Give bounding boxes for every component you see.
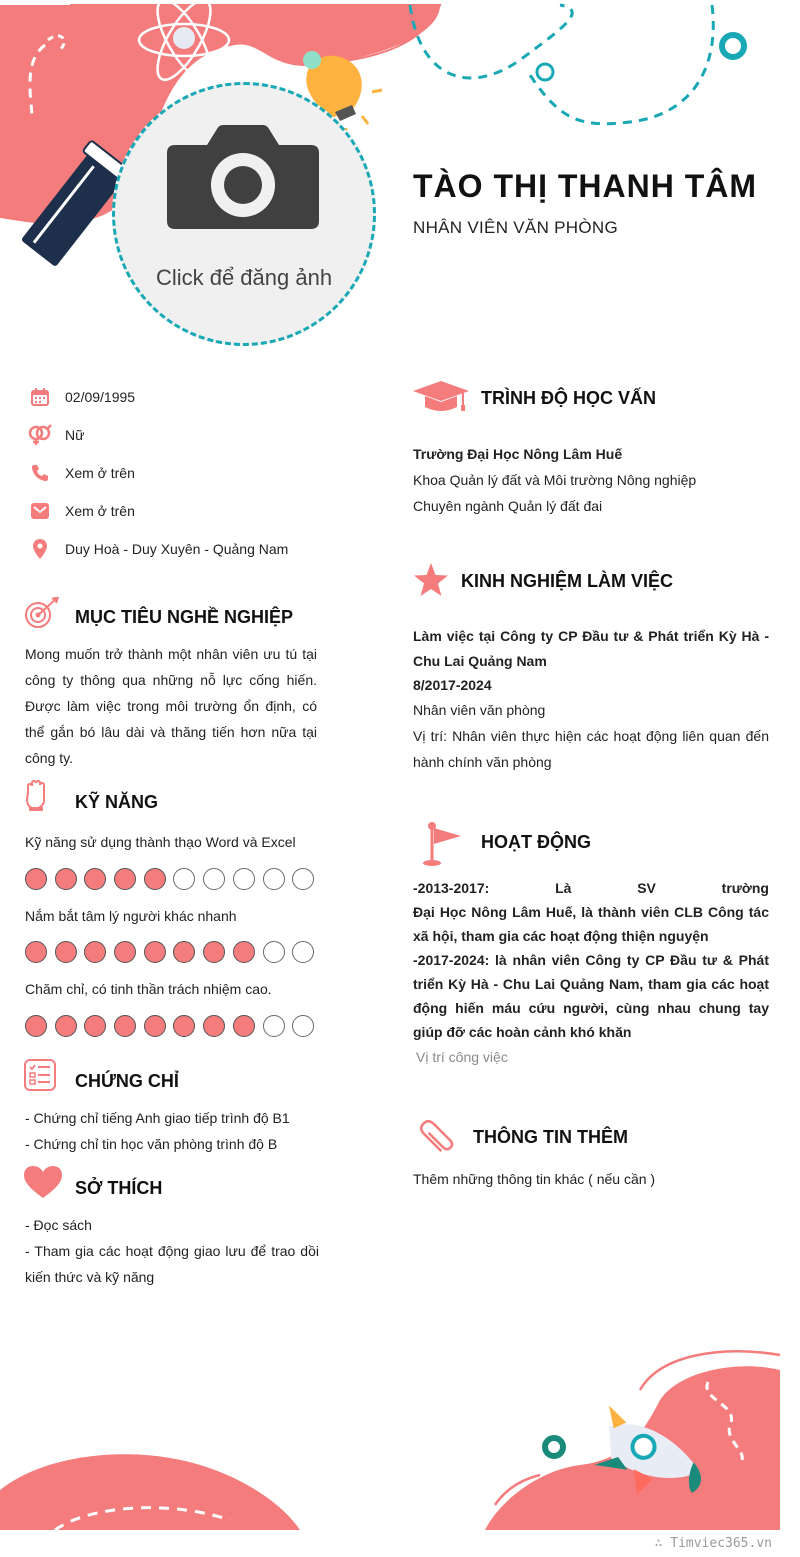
experience-position: Nhân viên văn phòng [413,701,546,718]
rating-dot-empty [292,1015,314,1037]
certificate-item: - Chứng chỉ tin học văn phòng trình độ B [25,1136,278,1152]
education-school: Trường Đại Học Nông Lâm Huế [413,446,623,462]
skill-rating [25,868,322,890]
rating-dot-filled [144,941,166,963]
activity-item: Đại Học Nông Lâm Huế, là thành viên CLB Công tác xã hội, tham gia các hoạt động thiện nguyện [413,904,769,944]
rating-dot-empty [233,868,255,890]
rating-dot-filled [25,941,47,963]
rating-dot-filled [114,868,136,890]
calendar-icon [28,385,52,409]
rating-dot-filled [55,941,77,963]
skill-label: Chăm chỉ, có tinh thần trách nhiệm cao. [25,981,272,997]
experience-details [413,624,769,775]
rating-dot-filled [114,1015,136,1037]
rating-dot-filled [144,1015,166,1037]
rating-dot-empty [263,941,285,963]
activities-details [413,876,769,1070]
skill-label: Nắm bắt tâm lý người khác nhanh [25,908,237,924]
rating-dot-empty [263,868,285,890]
rating-dot-empty [173,868,195,890]
experience-period: 8/2017-2024 [413,677,492,693]
target-icon [24,597,60,629]
rating-dot-empty [263,1015,285,1037]
hobby-item: - Đọc sách [25,1217,92,1233]
contact-phone: Xem ở trên [28,461,135,485]
additional-text: Thêm những thông tin khác ( nếu cần ) [413,1171,656,1187]
contact-gender: Nữ [28,423,84,447]
skill-label: Kỹ năng sử dụng thành thạo Word và Excel [25,834,296,850]
flag-icon [421,822,463,866]
rating-dot-filled [25,1015,47,1037]
contact-birthday: 02/09/1995 [28,385,135,409]
bottom-decoration [0,1330,800,1557]
candidate-title: NHÂN VIÊN VĂN PHÒNG [413,218,619,237]
rating-dot-filled [173,1015,195,1037]
rating-dot-filled [25,868,47,890]
photo-caption: Click để đăng ảnh [155,265,333,290]
rating-dot-filled [233,1015,255,1037]
star-icon [413,562,449,598]
activity-placeholder[interactable]: Vị trí công việc [416,1049,508,1065]
certificate-item: - Chứng chỉ tiếng Anh giao tiếp trình độ B1 [25,1110,290,1126]
education-details [413,441,773,519]
activity-first-line: -2013-2017: Là SV trường [413,880,769,896]
additional-title: THÔNG TIN THÊM [473,1127,628,1147]
rating-dot-filled [144,868,166,890]
education-faculty: Khoa Quản lý đất và Môi trường Nông nghiệp [413,472,697,488]
rating-dot-empty [203,868,225,890]
hobby-item: - Tham gia các hoạt động giao lưu để trao dồi kiến thức và kỹ năng [25,1243,319,1285]
rating-dot-empty [292,868,314,890]
experience-title: KINH NGHIỆM LÀM VIỆC [461,571,674,591]
skill-rating [25,1015,322,1037]
skill-rating [25,941,322,963]
graduation-cap-icon [413,381,469,413]
activities-title: HOẠT ĐỘNG [481,832,591,852]
contact-email: Xem ở trên [28,499,135,523]
rating-dot-filled [173,941,195,963]
objective-title: MỤC TIÊU NGHỀ NGHIỆP [75,607,294,627]
rating-dot-filled [84,868,106,890]
hobbies-list [25,1212,319,1290]
hand-icon [24,780,48,812]
paperclip-icon [416,1116,458,1158]
checklist-icon [24,1059,56,1091]
objective-text: Mong muốn trở thành một nhân viên ưu tú tại công ty thông qua những nỗ lực cống hiến. Được làm việc trong môi trường ổn định, có thể gắn bó lâu dài và thăng tiến hơn nữa tại công ty. [25,646,317,766]
rating-dot-empty [292,941,314,963]
education-title: TRÌNH ĐỘ HỌC VẤN [481,388,656,408]
location-icon [28,537,52,561]
rating-dot-filled [55,868,77,890]
email-icon [28,499,52,523]
hobbies-title: SỞ THÍCH [75,1178,163,1198]
phone-icon [28,461,52,485]
rating-dot-filled [84,941,106,963]
rating-dot-filled [114,941,136,963]
rating-dot-filled [233,941,255,963]
experience-company: Làm việc tại Công ty CP Đầu tư & Phát triển Kỳ Hà - Chu Lai Quảng Nam [413,628,769,669]
skills-title: KỸ NĂNG [75,792,159,812]
heart-icon [24,1166,62,1198]
rating-dot-filled [203,941,225,963]
candidate-name: TÀO THỊ THANH TÂM [413,168,758,204]
watermark: ∴ Timviec365.vn [654,1536,772,1551]
rating-dot-filled [84,1015,106,1037]
certificates-title: CHỨNG CHỈ [75,1071,179,1091]
contact-address: Duy Hoà - Duy Xuyên - Quảng Nam [28,537,288,561]
experience-description: Vị trí: Nhân viên thực hiện các hoạt động liên quan đến hành chính văn phòng [413,727,769,770]
education-major: Chuyên ngành Quản lý đất đai [413,498,603,514]
camera-icon [167,125,319,229]
gender-icon [28,423,52,447]
activity-item: -2017-2024: là nhân viên Công ty CP Đầu tư & Phát triển Kỳ Hà - Chu Lai Quảng Nam, tham gia các hoạt động hiến máu cứu người, cùng nhau chung tay giúp đỡ các hoàn cảnh khó khăn [413,952,769,1040]
photo-upload[interactable] [112,82,376,346]
rating-dot-filled [55,1015,77,1037]
rating-dot-filled [203,1015,225,1037]
certificates-list [25,1105,325,1157]
